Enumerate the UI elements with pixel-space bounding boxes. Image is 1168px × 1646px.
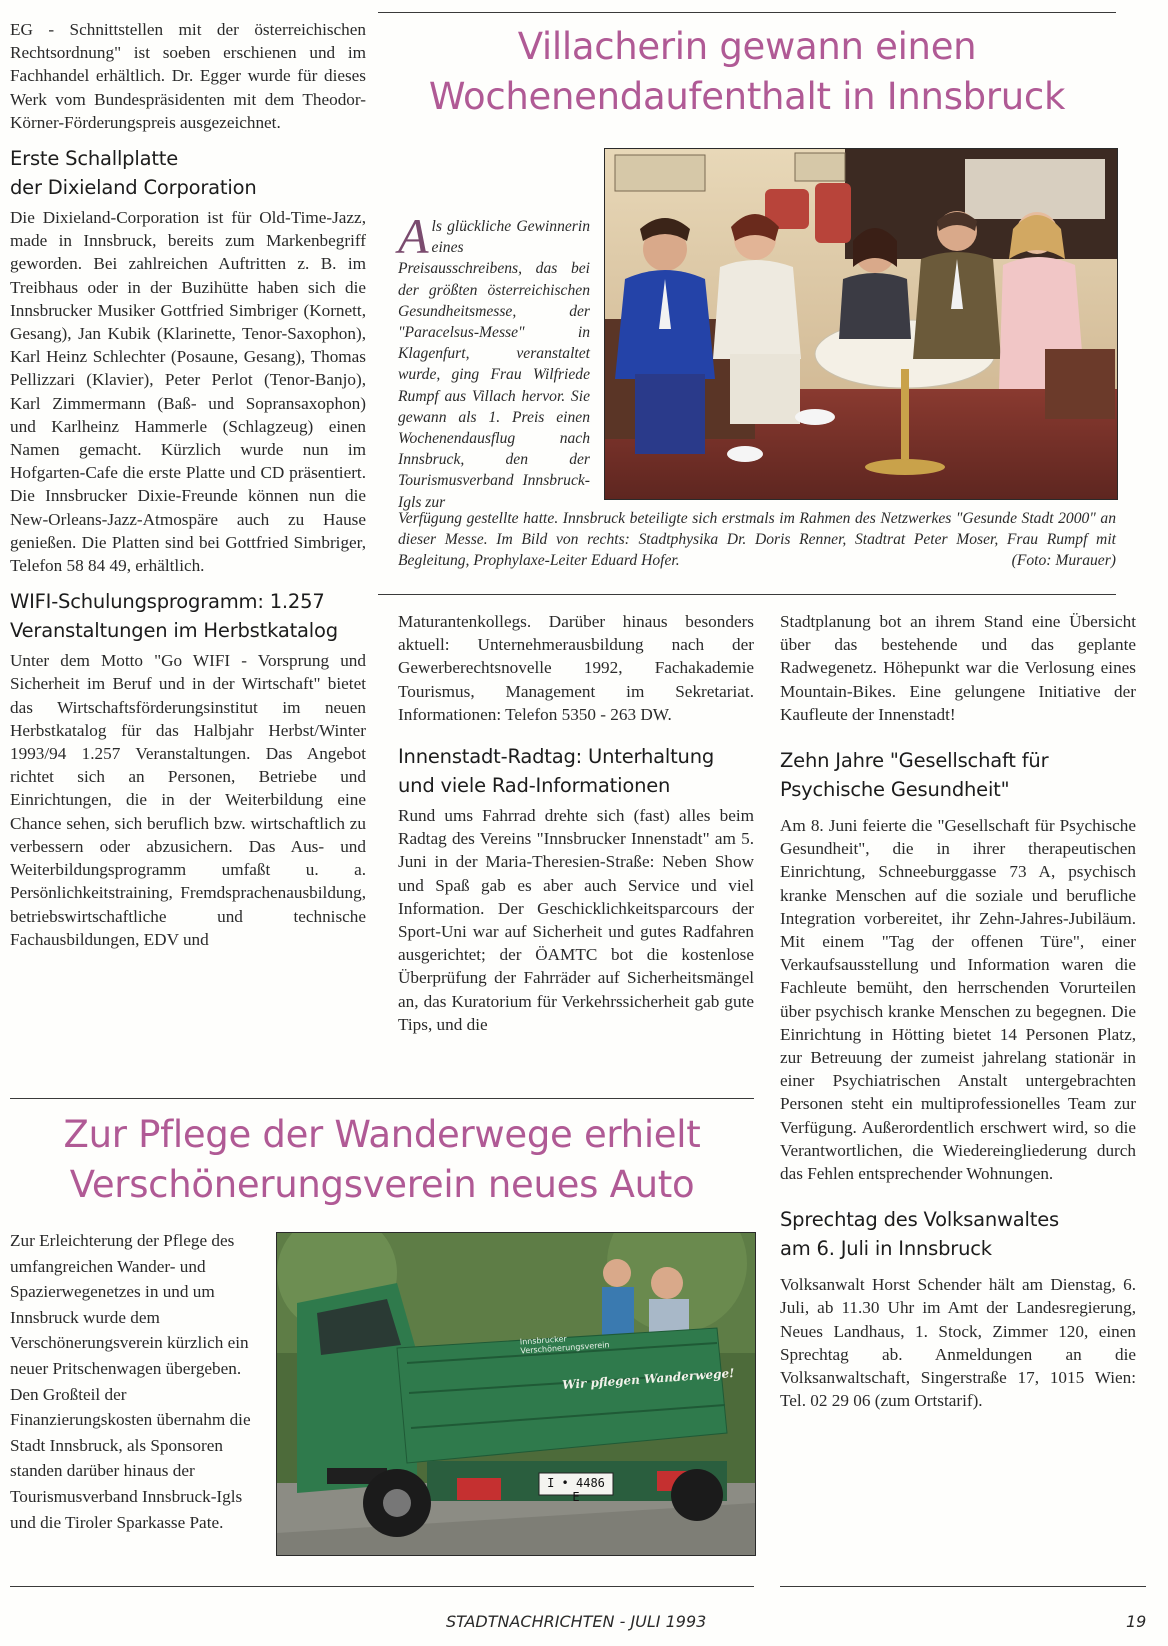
middle-column xyxy=(398,610,754,1036)
left-column xyxy=(10,18,366,951)
villach-caption-text: Verfügung gestellte hatte. Innsbruck beteiligte sich erstmals im Rahmen des Netzwerkes "Gesunde Stadt 2000" an dieser Messe. Im Bild von rechts: Stadtphysika Dr. Doris Renner, Stadtrat Peter Moser, Frau Rumpf mit Begleitung, Prophylaxe-Leiter Eduard Hofer. xyxy=(398,510,1116,570)
page-number: 19 xyxy=(1126,1612,1147,1631)
wifi-body: Unter dem Motto "Go WIFI - Vorsprung und Sicherheit im Beruf und in der Wirtschaft" bietet das Wirtschaftsförderungsinstitut im neuen Herbstkatalog für das Halbjahr Herbst/Winter 1993/94 1.257 Veranstaltungen. Das Angebot richtet sich an Personen, Betriebe und Einrichtungen, die in der Weiterbildung eine Chance sehen, sich beruflich bzw. wirtschaftlich zu verbessern oder abzusichern. Das Aus- und Weiterbildungsprogramm umfaßt u. a. Persönlichkeitstraining, Fremdsprachenausbildung, betriebswirtschaftliche und technische Fachausbildungen, EDV und xyxy=(10,651,366,949)
wanderwege-headline xyxy=(10,1110,754,1210)
villach-headline-line2: Wochenendaufenthalt in Innsbruck xyxy=(428,75,1066,118)
rule-wanderwege-top xyxy=(10,1098,754,1099)
villach-headline-line1: Villacherin gewann einen xyxy=(517,25,977,68)
villach-caption xyxy=(398,508,1116,572)
footer-title: STADTNACHRICHTEN - JULI 1993 xyxy=(446,1612,707,1631)
rule-left-bottom xyxy=(10,1586,754,1587)
psycho-heading: Zehn Jahre "Gesellschaft für Psychische Gesundheit" xyxy=(780,749,1049,802)
license-plate: I • 4486 E xyxy=(547,1476,605,1504)
truck-photo-illustration xyxy=(277,1233,755,1555)
villach-intro xyxy=(398,208,590,513)
villach-headline xyxy=(378,22,1116,122)
wifi-heading: WIFI-Schulungsprogramm: 1.257 Veranstaltungen im Herbstkatalog xyxy=(10,590,338,643)
truck-photo xyxy=(276,1232,756,1556)
radtag-body: Rund ums Fahrrad drehte sich (fast) alles beim Radtag des Vereins "Innsbrucker Innenstadt" am 5. Juni in der Maria-Theresien-Straße: Neben Show und Spaß gab es aber auch Service und viel Information. Der Geschicklichkeitsparcours der Sport-Uni war auf Sicherheit und gutes Radfahren ausgerichtet; der ÖAMTC bot die kostenlose Überprüfung der Fahrräder auf Sicherheitsmängel an, das Kuratorium für Verkehrssicherheit gab gute Tips, und die xyxy=(398,806,754,1034)
volksanwalt-heading: Sprechtag des Volksanwaltes am 6. Juli in Innsbruck xyxy=(780,1208,1059,1261)
wanderwege-headline-line1: Zur Pflege der Wanderwege erhielt xyxy=(63,1113,701,1156)
dixie-body: Die Dixieland-Corporation ist für Old-Time-Jazz, made in Innsbruck, bereits zum Markenbegriff geworden. Bei zahlreichen Auftritten z. B. im Treibhaus oder in der Buzihütte haben sich die Innsbrucker Musiker Gottfried Simbriger (Kornett, Gesang), Jan Kubik (Klarinette, Tenor-Saxophon), Karl Heinz Schlechter (Posaune, Gesang), Thomas Pellizzari (Klavier), Peter Perlot (Tenor-Banjo), Karl Zimmermann (Baß- und Sopransaxophon) und Karlheinz Hammerle (Schlagzeug) einen Namen gemacht. Kürzlich wurde nun im Hofgarten-Cafe die erste Platte und CD präsentiert. Die Innsbrucker Dixie-Freunde können nun die New-Orleans-Jazz-Atmospäre auch zu Hause genießen. Die Platten sind bei Gottfried Simbriger, Telefon 58 84 49, erhältlich. xyxy=(10,208,366,576)
volksanwalt-body: Volksanwalt Horst Schender hält am Dienstag, 6. Juli, ab 11.30 Uhr im Amt der Landesregierung, Neues Landhaus, 1. Stock, Zimmer 120, einen Sprechtag ab. Anmeldungen an die Volksanwaltschaft, Singerstraße 17, 1015 Wien: Tel. 02 29 06 (zum Ortstarif). xyxy=(780,1275,1136,1411)
radtag-heading: Innenstadt-Radtag: Unterhaltung und viele Rad-Informationen xyxy=(398,745,715,798)
villach-photo xyxy=(604,148,1118,500)
photo-credit: (Foto: Murauer) xyxy=(1011,552,1116,570)
rule-top xyxy=(378,12,1116,13)
truck-club-text: Innsbrucker Verschönerungsverein xyxy=(519,1334,610,1356)
rule-villach-bottom xyxy=(378,594,1116,595)
dixie-heading: Erste Schallplatte der Dixieland Corporation xyxy=(10,147,257,200)
villach-intro-text: ls glückliche Gewinnerin eines Preisausschreibens, das bei der größten österreichischen Gesundheitsmesse, der "Paracelsus-Messe" in Klagenfurt, veranstaltet wurde, ging Frau Wilfriede Rumpf aus Villach hervor. Sie gewann als 1. Preis einen Wochenendausflug nach Innsbruck, den der Tourismusverband Innsbruck-Igls zur xyxy=(398,218,590,511)
truck-side-text: Wir pflegen Wanderwege! xyxy=(561,1365,735,1393)
rule-right-bottom xyxy=(780,1586,1146,1587)
wanderwege-body: Zur Erleichterung der Pflege des umfangreichen Wander- und Spazierwegenetzes in und um Innsbruck wurde dem Verschönerungsverein kürzlich ein neuer Pritschenwagen übergeben. Den Großteil der Finanzierungskosten übernahm die Stadt Innsbruck, als Sponsoren standen darüber hinaus der Tourismusverband Innsbruck-Igls und die Tiroler Sparkasse Pate. xyxy=(10,1231,251,1532)
wifi-continuation: Maturantenkollegs. Darüber hinaus besonders aktuell: Unternehmerausbildung nach der Gewerberechtsnovelle 1992, Fachakademie Tourismus, Management im Sekretariat. Informationen: Telefon 5350 - 263 DW. xyxy=(398,612,754,724)
right-column xyxy=(780,610,1136,1412)
radtag-continuation: Stadtplanung bot an ihrem Stand eine Übersicht über das bestehende und das geplante Radwegenetz. Höhepunkt war die Verlosung eines Mountain-Bikes. Eine gelungene Initiative der Kaufleute der Innenstadt! xyxy=(780,612,1136,724)
psycho-body: Am 8. Juni feierte die "Gesellschaft für Psychische Gesundheit", die in ihrer therapeutischen Einrichtung, Schneeburggasse 73 A, psychisch kranke Menschen auf die soziale und berufliche Integration vorbereitet, ihr Zehn-Jahres-Jubiläum. Mit einem "Tag der offenen Türe", einer Verkaufsausstellung und Information waren die Fachleute bemüht, den herrschenden Vorurteilen über psychisch kranke Menschen zu begegnen. Die Einrichtung in Hötting bietet 14 Personen Platz, zur Betreuung der zumeist jahrelang stationär in einer Psychiatrischen Anstalt untergebrachten Personen steht ein multiprofessionelles Team zur Verfügung. Außerordentlich erschwert wird, so die Verantwortlichen, die Wiedereingliederung durch das Fehlen entsprechender Wohnungen. xyxy=(780,816,1136,1184)
intro-text: EG - Schnittstellen mit der österreichischen Rechtsordnung" ist soeben erschienen und im Fachhandel erhältlich. Dr. Egger wurde für dieses Werk vom Bundespräsidenten mit dem Theodor-Körner-Förderungspreis ausgezeichnet. xyxy=(10,20,366,132)
group-photo-illustration xyxy=(605,149,1117,499)
wanderwege-headline-line2: Verschönerungsverein neues Auto xyxy=(69,1163,695,1206)
drop-cap: A xyxy=(398,208,429,264)
